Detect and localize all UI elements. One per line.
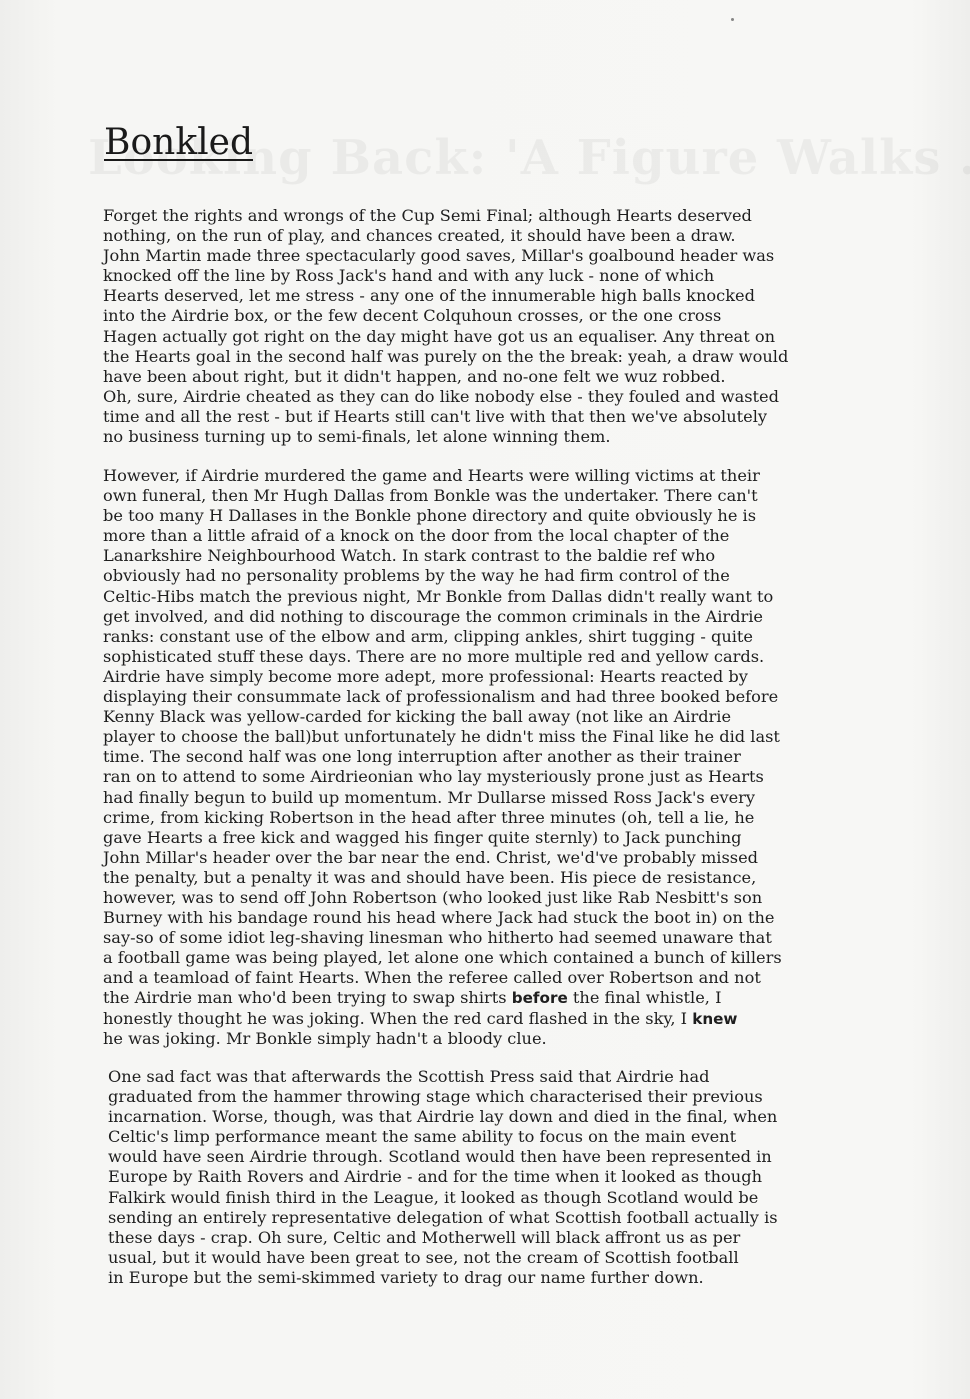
paragraph-2 bbox=[103, 466, 883, 1049]
emphasis-before: before bbox=[511, 989, 568, 1008]
emphasis-knew: knew bbox=[692, 1009, 738, 1028]
stray-mark bbox=[731, 18, 734, 21]
paragraph-2-text-a: However, if Airdrie murdered the game and Hearts were willing victims at their own funeral, then Mr Hugh Dallas from Bonkle was the undertaker. There can't be too many H Dallases in the Bonkle phone directory and quite obviously he is more than a little afraid of a knock on the door from the local chapter of the Lanarkshire Neighbourhood Watch. In stark contrast to the baldie ref who obviously had no personality problems by the way he had firm control of the Celtic-Hibs match the previous night, Mr Bonkle from Dallas didn't really want to get involved, and did nothing to discourage the common criminals in the Airdrie ranks: constant use of the elbow and arm, clipping ankles, shirt tugging - quite sophisticated stuff these days. There are no more multiple red and yellow cards. Airdrie have simply become more adept, more professional: Hearts reacted by displaying their consummate lack of professionalism and had three booked before Kenny Black was yellow-carded for kicking the ball away (not like an Airdrie player to choose the ball)but unfortunately he didn't miss the Final like he did last time. The second half was one long interruption after another as their trainer ran on to attend to some Airdrieonian who lay mysteriously prone just as Hearts had finally begun to build up momentum. Mr Dullarse missed Ross Jack's every crime, from kicking Robertson in the head after three minutes (oh, tell a lie, he gave Hearts a free kick and wagged his finger quite sternly) to Jack punching John Millar's header over the bar near the end. Christ, we'd've probably missed the penalty, but a penalty it was and should have been. His piece de resistance, however, was to send off John Robertson (who looked just like Rab Nesbitt's son Burney with his bandage round his head where Jack had stuck the boot in) on the say-so of some idiot leg-shaving linesman who hitherto had seemed unaware that a football game was being played, let alone one which contained a bunch of killers and a teamload of faint Hearts. When the referee called over Robertson and not the Airdrie man who'd been trying to swap shirts bbox=[103, 466, 782, 1008]
article-title: Bonkled bbox=[104, 122, 253, 163]
paragraph-1: Forget the rights and wrongs of the Cup Semi Final; although Hearts deserved nothing, on the run of play, and chances created, it should have been a draw. John Martin made three spectacularly good saves, Millar's goalbound header was knocked off the line by Ross Jack's hand and with any luck - none of which Hearts deserved, let me stress - any one of the innumerable high balls knocked into the Airdrie box, or the few decent Colquhoun crosses, or the one cross Hagen actually got right on the day might have got us an equaliser. Any threat on the Hearts goal in the second half was purely on the the break: yeah, a draw would have been about right, but it didn't happen, and no-one felt we wuz robbed. Oh, sure, Airdrie cheated as they can do like nobody else - they fouled and wasted time and all the rest - but if Hearts still can't live with that then we've absolutely no business turning up to semi-finals, let alone winning them. bbox=[103, 206, 789, 447]
paragraph-2-text-c: he was joking. Mr Bonkle simply hadn't a bloody clue. bbox=[103, 1028, 547, 1048]
paragraph-3: One sad fact was that afterwards the Scottish Press said that Airdrie had graduated from the hammer throwing stage which characterised their previous incarnation. Worse, though, was that Airdrie lay down and died in the final, when Celtic's limp performance meant the same ability to focus on the main event would have seen Airdrie through. Scotland would then have been represented in Europe by Raith Rovers and Airdrie - and for the time when it looked as though Falkirk would finish third in the League, it looked as though Scotland would be sending an entirely representative delegation of what Scottish football actually is these days - crap. Oh sure, Celtic and Motherwell will black affront us as per usual, but it would have been great to see, not the cream of Scottish football in Europe but the semi-skimmed variety to drag our name further down. bbox=[108, 1067, 778, 1287]
paragraph-2-text-b: the final whistle, I honestly thought he was joking. When the red card flashed in the sky, I bbox=[103, 988, 722, 1028]
